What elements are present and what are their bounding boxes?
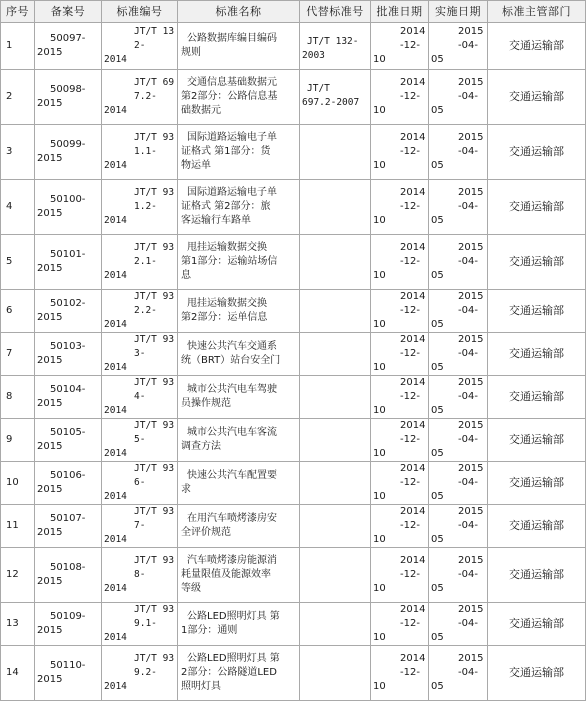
standard-name-line: 汽车喷烤漆房能源消 (187, 555, 277, 566)
implementation-date-line: 05 (431, 270, 444, 281)
standard-no-line: 2014 (104, 491, 127, 502)
approval-date-line: 10 (373, 534, 386, 545)
cell-record-no (35, 70, 102, 125)
cell-no: 2 (1, 70, 35, 125)
implementation-date-line: 2015-04- (458, 653, 484, 678)
implementation-date-line: 2015-04- (458, 291, 484, 316)
record-no-line: 2015 (37, 441, 63, 452)
record-no-line: 50102- (50, 298, 86, 309)
standard-name-line: 城市公共汽电车驾驶 (187, 384, 277, 395)
cell-standard-name (178, 376, 300, 419)
approval-date-line: 10 (373, 105, 386, 116)
standard-no-line: JT/T 697.2- (134, 77, 175, 102)
approval-date-line: 2014-12- (400, 555, 426, 580)
table-row (1, 333, 586, 376)
cell-record-no (35, 180, 102, 235)
approval-date-line: 10 (373, 160, 386, 171)
header-approval-date: 批准日期 (371, 1, 429, 23)
approval-date-line: 10 (373, 632, 386, 643)
cell-no: 13 (1, 603, 35, 646)
cell-standard-name (178, 646, 300, 701)
cell-standard-no (102, 290, 178, 333)
cell-department: 交通运输部 (488, 548, 586, 603)
cell-replaced-standard (300, 462, 371, 505)
standard-no-line: JT/T 939.2- (134, 653, 175, 678)
header-standard-no: 标准编号 (102, 1, 178, 23)
cell-approval-date (371, 376, 429, 419)
standard-name-line: 第2部分：运单信息 (181, 312, 268, 323)
cell-department: 交通运输部 (488, 125, 586, 180)
standard-no-line: 2014 (104, 54, 127, 65)
table-row (1, 125, 586, 180)
implementation-date-line: 05 (431, 681, 444, 692)
record-no-line: 2015 (37, 208, 63, 219)
cell-record-no (35, 419, 102, 462)
cell-standard-name (178, 333, 300, 376)
record-no-line: 50098- (50, 84, 86, 95)
cell-no: 7 (1, 333, 35, 376)
cell-no: 14 (1, 646, 35, 701)
table-body (1, 23, 586, 701)
implementation-date-line: 2015-04- (458, 187, 484, 212)
implementation-date-line: 2015-04- (458, 132, 484, 157)
record-no-line: 50097- (50, 33, 86, 44)
cell-replaced-standard (300, 646, 371, 701)
cell-standard-name (178, 290, 300, 333)
table-row (1, 180, 586, 235)
cell-record-no (35, 646, 102, 701)
implementation-date-line: 05 (431, 105, 444, 116)
approval-date-line: 2014-12- (400, 334, 426, 359)
implementation-date-line: 2015-04- (458, 604, 484, 629)
cell-standard-name (178, 125, 300, 180)
approval-date-line: 10 (373, 491, 386, 502)
cell-standard-no (102, 646, 178, 701)
cell-approval-date (371, 646, 429, 701)
cell-standard-name (178, 70, 300, 125)
cell-standard-no (102, 419, 178, 462)
cell-approval-date (371, 603, 429, 646)
cell-implementation-date (429, 290, 488, 333)
cell-no: 1 (1, 23, 35, 70)
implementation-date-line: 05 (431, 54, 444, 65)
standard-name-line: 第1部分：运输站场信 (181, 256, 278, 267)
standard-name-line: 规则 (181, 47, 201, 58)
standard-name-line: 调查方法 (181, 441, 221, 452)
record-no-line: 50101- (50, 249, 86, 260)
standard-no-line: 2014 (104, 160, 127, 171)
cell-record-no (35, 235, 102, 290)
cell-record-no (35, 125, 102, 180)
standard-name-line: 全评价规范 (181, 527, 231, 538)
record-no-line: 50103- (50, 341, 86, 352)
table-row (1, 70, 586, 125)
cell-standard-name (178, 505, 300, 548)
implementation-date-line: 05 (431, 160, 444, 171)
standard-no-line: JT/T 933- (134, 334, 175, 359)
implementation-date-line: 2015-04- (458, 555, 484, 580)
approval-date-line: 10 (373, 448, 386, 459)
standard-name-line: 1部分：通则 (181, 625, 238, 636)
standard-name-line: 甩挂运输数据交换 (187, 298, 267, 309)
standard-no-line: 2014 (104, 681, 127, 692)
approval-date-line: 2014-12- (400, 463, 426, 488)
standard-no-line: JT/T 931.1- (134, 132, 175, 157)
cell-implementation-date (429, 505, 488, 548)
standard-name-line: 国际道路运输电子单 (187, 132, 277, 143)
table-row (1, 235, 586, 290)
cell-record-no (35, 462, 102, 505)
cell-standard-name (178, 235, 300, 290)
approval-date-line: 2014-12- (400, 604, 426, 629)
cell-approval-date (371, 125, 429, 180)
header-replaced-standard: 代替标准号 (300, 1, 371, 23)
table-row (1, 23, 586, 70)
cell-implementation-date (429, 23, 488, 70)
standard-name-line: 公路数据库编目编码 (187, 33, 277, 44)
standard-no-line: JT/T 932.2- (134, 291, 175, 316)
cell-no: 3 (1, 125, 35, 180)
standard-name-line: 第2部分：公路信息基 (181, 91, 278, 102)
standard-no-line: 2014 (104, 405, 127, 416)
approval-date-line: 2014-12- (400, 187, 426, 212)
cell-standard-name (178, 603, 300, 646)
cell-approval-date (371, 505, 429, 548)
cell-standard-name (178, 548, 300, 603)
standard-no-line: JT/T 132- (134, 26, 175, 51)
header-standard-name: 标准名称 (178, 1, 300, 23)
table-row (1, 376, 586, 419)
standard-no-line: JT/T 937- (134, 506, 175, 531)
cell-department: 交通运输部 (488, 603, 586, 646)
standard-name-line: 交通信息基础数据元 (187, 77, 277, 88)
cell-record-no (35, 23, 102, 70)
cell-department: 交通运输部 (488, 376, 586, 419)
record-no-line: 50100- (50, 194, 86, 205)
cell-replaced-standard (300, 23, 371, 70)
cell-standard-name (178, 180, 300, 235)
standard-no-line: 2014 (104, 583, 127, 594)
record-no-line: 50104- (50, 384, 86, 395)
table-row (1, 290, 586, 333)
standard-no-line: JT/T 939.1- (134, 604, 175, 629)
standard-name-line: 等级 (181, 583, 201, 594)
implementation-date-line: 05 (431, 583, 444, 594)
record-no-line: 2015 (37, 355, 63, 366)
replaced-standard-line: JT/T 132- (307, 36, 359, 47)
approval-date-line: 2014-12- (400, 291, 426, 316)
standard-name-line: 在用汽车喷烤漆房安 (187, 513, 277, 524)
approval-date-line: 10 (373, 362, 386, 373)
table-row (1, 548, 586, 603)
cell-standard-no (102, 505, 178, 548)
record-no-line: 50109- (50, 611, 86, 622)
record-no-line: 50106- (50, 470, 86, 481)
table-row (1, 419, 586, 462)
cell-department: 交通运输部 (488, 290, 586, 333)
record-no-line: 2015 (37, 312, 63, 323)
approval-date-line: 10 (373, 319, 386, 330)
implementation-date-line: 05 (431, 491, 444, 502)
record-no-line: 2015 (37, 674, 63, 685)
cell-implementation-date (429, 376, 488, 419)
cell-no: 5 (1, 235, 35, 290)
cell-no: 11 (1, 505, 35, 548)
implementation-date-line: 05 (431, 362, 444, 373)
standard-name-line: 公路LED照明灯具 第 (187, 611, 280, 622)
standard-name-line: 统（BRT）站台安全门 (181, 355, 281, 366)
cell-replaced-standard (300, 603, 371, 646)
cell-approval-date (371, 333, 429, 376)
header-no: 序号 (1, 1, 35, 23)
approval-date-line: 2014-12- (400, 242, 426, 267)
cell-standard-no (102, 603, 178, 646)
record-no-line: 2015 (37, 625, 63, 636)
record-no-line: 2015 (37, 484, 63, 495)
header-row (1, 1, 586, 23)
implementation-date-line: 05 (431, 632, 444, 643)
cell-approval-date (371, 23, 429, 70)
cell-department: 交通运输部 (488, 235, 586, 290)
record-no-line: 2015 (37, 263, 63, 274)
standard-no-line: JT/T 931.2- (134, 187, 175, 212)
replaced-standard-line: JT/T (307, 83, 330, 94)
cell-standard-name (178, 462, 300, 505)
cell-approval-date (371, 290, 429, 333)
standard-name-line: 甩挂运输数据交换 (187, 242, 267, 253)
record-no-line: 2015 (37, 398, 63, 409)
record-no-line: 2015 (37, 47, 63, 58)
cell-standard-no (102, 376, 178, 419)
approval-date-line: 2014-12- (400, 26, 426, 51)
cell-record-no (35, 376, 102, 419)
cell-approval-date (371, 235, 429, 290)
standard-no-line: 2014 (104, 215, 127, 226)
record-no-line: 50105- (50, 427, 86, 438)
cell-department: 交通运输部 (488, 70, 586, 125)
approval-date-line: 2014-12- (400, 420, 426, 445)
record-no-line: 50107- (50, 513, 86, 524)
cell-implementation-date (429, 548, 488, 603)
cell-implementation-date (429, 235, 488, 290)
header-department: 标准主管部门 (488, 1, 586, 23)
cell-approval-date (371, 419, 429, 462)
cell-standard-no (102, 333, 178, 376)
cell-standard-no (102, 180, 178, 235)
cell-replaced-standard (300, 505, 371, 548)
standard-name-line: 息 (181, 270, 191, 281)
approval-date-line: 10 (373, 270, 386, 281)
standard-name-line: 快速公共汽车配置要 (187, 470, 277, 481)
approval-date-line: 2014-12- (400, 653, 426, 678)
table-row (1, 646, 586, 701)
cell-record-no (35, 290, 102, 333)
cell-record-no (35, 548, 102, 603)
standard-no-line: 2014 (104, 632, 127, 643)
cell-implementation-date (429, 462, 488, 505)
record-no-line: 50099- (50, 139, 86, 150)
cell-no: 4 (1, 180, 35, 235)
cell-implementation-date (429, 419, 488, 462)
cell-implementation-date (429, 603, 488, 646)
implementation-date-line: 2015-04- (458, 463, 484, 488)
cell-standard-name (178, 419, 300, 462)
approval-date-line: 10 (373, 681, 386, 692)
standard-name-line: 证格式 第1部分：货 (181, 146, 271, 157)
standard-name-line: 证格式 第2部分：旅 (181, 201, 271, 212)
implementation-date-line: 05 (431, 448, 444, 459)
standard-no-line: 2014 (104, 362, 127, 373)
cell-standard-no (102, 462, 178, 505)
table-row (1, 505, 586, 548)
cell-implementation-date (429, 180, 488, 235)
approval-date-line: 2014-12- (400, 77, 426, 102)
cell-no: 9 (1, 419, 35, 462)
cell-approval-date (371, 70, 429, 125)
implementation-date-line: 2015-04- (458, 420, 484, 445)
standard-no-line: JT/T 935- (134, 420, 175, 445)
record-no-line: 2015 (37, 98, 63, 109)
cell-replaced-standard (300, 333, 371, 376)
implementation-date-line: 2015-04- (458, 506, 484, 531)
implementation-date-line: 2015-04- (458, 334, 484, 359)
standard-name-line: 物运单 (181, 160, 211, 171)
standard-no-line: 2014 (104, 534, 127, 545)
cell-standard-no (102, 235, 178, 290)
cell-replaced-standard (300, 290, 371, 333)
cell-replaced-standard (300, 419, 371, 462)
cell-implementation-date (429, 646, 488, 701)
cell-no: 6 (1, 290, 35, 333)
standard-name-line: 客运输行车路单 (181, 215, 251, 226)
standard-name-line: 公路LED照明灯具 第 (187, 653, 280, 664)
cell-department: 交通运输部 (488, 462, 586, 505)
cell-no: 12 (1, 548, 35, 603)
implementation-date-line: 2015-04- (458, 77, 484, 102)
standard-no-line: JT/T 932.1- (134, 242, 175, 267)
replaced-standard-line: 2003 (302, 50, 325, 61)
record-no-line: 2015 (37, 576, 63, 587)
approval-date-line: 10 (373, 583, 386, 594)
cell-approval-date (371, 180, 429, 235)
cell-department: 交通运输部 (488, 419, 586, 462)
cell-implementation-date (429, 70, 488, 125)
header-implementation-date: 实施日期 (429, 1, 488, 23)
implementation-date-line: 2015-04- (458, 377, 484, 402)
implementation-date-line: 05 (431, 215, 444, 226)
table-row (1, 603, 586, 646)
standard-name-line: 员操作规范 (181, 398, 231, 409)
cell-replaced-standard (300, 125, 371, 180)
record-no-line: 50110- (50, 660, 86, 671)
standard-name-line: 照明灯具 (181, 681, 221, 692)
cell-approval-date (371, 462, 429, 505)
implementation-date-line: 05 (431, 319, 444, 330)
standard-no-line: 2014 (104, 448, 127, 459)
cell-standard-no (102, 70, 178, 125)
cell-replaced-standard (300, 180, 371, 235)
standard-no-line: 2014 (104, 270, 127, 281)
approval-date-line: 2014-12- (400, 377, 426, 402)
record-no-line: 2015 (37, 527, 63, 538)
cell-department: 交通运输部 (488, 333, 586, 376)
cell-record-no (35, 333, 102, 376)
header-record-no: 备案号 (35, 1, 102, 23)
cell-implementation-date (429, 333, 488, 376)
table-row (1, 462, 586, 505)
cell-replaced-standard (300, 376, 371, 419)
record-no-line: 50108- (50, 562, 86, 573)
cell-implementation-date (429, 125, 488, 180)
cell-replaced-standard (300, 70, 371, 125)
implementation-date-line: 2015-04- (458, 26, 484, 51)
replaced-standard-line: 697.2-2007 (302, 97, 360, 108)
cell-no: 10 (1, 462, 35, 505)
cell-department: 交通运输部 (488, 646, 586, 701)
standard-name-line: 国际道路运输电子单 (187, 187, 277, 198)
cell-record-no (35, 603, 102, 646)
cell-replaced-standard (300, 548, 371, 603)
approval-date-line: 2014-12- (400, 506, 426, 531)
standard-no-line: 2014 (104, 319, 127, 330)
standard-name-line: 快速公共汽车交通系 (187, 341, 277, 352)
approval-date-line: 2014-12- (400, 132, 426, 157)
standard-no-line: 2014 (104, 105, 127, 116)
approval-date-line: 10 (373, 215, 386, 226)
standard-no-line: JT/T 938- (134, 555, 175, 580)
cell-department: 交通运输部 (488, 180, 586, 235)
standard-name-line: 城市公共汽电车客流 (187, 427, 277, 438)
standard-no-line: JT/T 934- (134, 377, 175, 402)
standard-name-line: 求 (181, 484, 191, 495)
approval-date-line: 10 (373, 54, 386, 65)
approval-date-line: 10 (373, 405, 386, 416)
standard-name-line: 础数据元 (181, 105, 221, 116)
cell-approval-date (371, 548, 429, 603)
implementation-date-line: 05 (431, 405, 444, 416)
standard-name-line: 耗量限值及能源效率 (181, 569, 271, 580)
cell-standard-no (102, 23, 178, 70)
standard-no-line: JT/T 936- (134, 463, 175, 488)
cell-no: 8 (1, 376, 35, 419)
cell-replaced-standard (300, 235, 371, 290)
cell-department: 交通运输部 (488, 505, 586, 548)
cell-record-no (35, 505, 102, 548)
cell-department: 交通运输部 (488, 23, 586, 70)
cell-standard-name (178, 23, 300, 70)
standard-name-line: 2部分：公路隧道LED (181, 667, 277, 678)
cell-standard-no (102, 548, 178, 603)
implementation-date-line: 05 (431, 534, 444, 545)
implementation-date-line: 2015-04- (458, 242, 484, 267)
cell-standard-no (102, 125, 178, 180)
record-no-line: 2015 (37, 153, 63, 164)
